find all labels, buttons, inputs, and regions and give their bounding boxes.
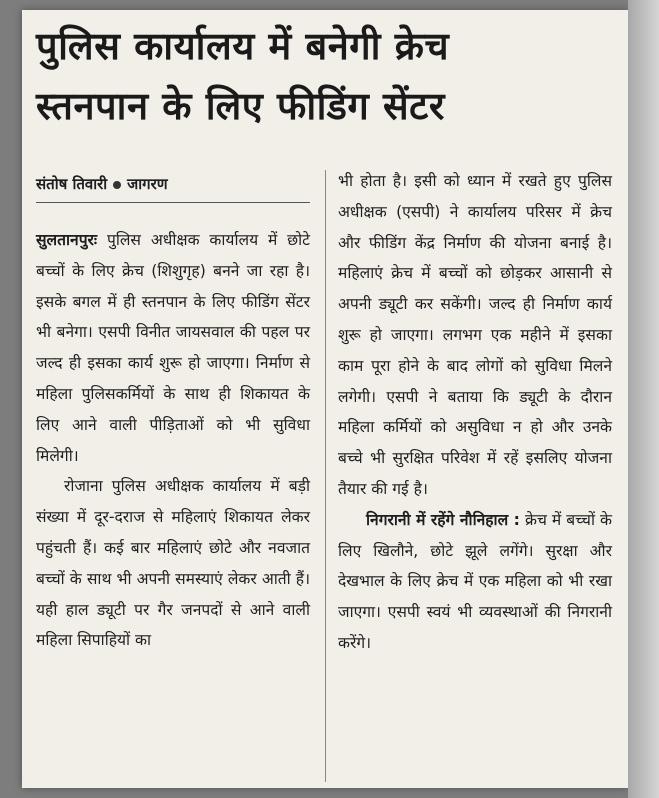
photo-edge-margin — [628, 0, 659, 798]
headline-line-1: पुलिस कार्यालय में बनेगी क्रेच — [36, 24, 450, 68]
paragraph-1-text: पुलिस अधीक्षक कार्यालय में छोटे बच्चों के लिए क्रेच (शिशुगृह) बनने जा रहा है। इसके बगल में ही स्तनपान के लिए फीडिंग सेंटर भी बनेगा। एसपी विनीत जायसवाल की पहल पर जल्द ही इसका कार्य शुरू हो जाएगा। निर्माण से महिला पुलिसकर्मियों के साथ ही शिकायत के लिए आने वाली पीड़िताओं को भी सुविधा मिलेगी। — [36, 231, 310, 465]
headline-line-2: स्तनपान के लिए फीडिंग सेंटर — [36, 84, 445, 128]
paragraph-3-text: क्रेच में बच्चों के लिए खिलौने, छोटे झूले लगेंगे। सुरक्षा और देखभाल के लिए क्रेच में एक महिला को भी रखा जाएगा। एसपी स्वयं भी व्यवस्थाओं की निगरानी करेंगे। — [338, 510, 612, 652]
paragraph-1 — [36, 225, 310, 471]
column-divider — [325, 170, 326, 782]
publication-name: जागरण — [127, 175, 168, 193]
article-column-right — [338, 166, 612, 659]
article-column-left — [36, 166, 310, 656]
byline — [36, 166, 310, 203]
author-name: संतोष तिवारी — [36, 175, 108, 193]
dateline: सुलतानपुरः — [36, 231, 98, 249]
bullet-icon — [113, 181, 121, 189]
paragraph-2: रोजाना पुलिस अधीक्षक कार्यालय में बड़ी संख्या में दूर-दराज से महिलाएं शिकायत लेकर पहुंचती हैं। कई बार महिलाएं छोटे और नवजात बच्चों के साथ भी अपनी समस्याएं लेकर आती हैं। यही हाल ड्यूटी पर गैर जनपदों से आने वाली महिला सिपाहियों का — [36, 477, 310, 650]
newspaper-clipping — [22, 10, 628, 788]
paragraph-3 — [338, 505, 612, 659]
paragraph-2-continued: भी होता है। इसी को ध्यान में रखते हुए पुलिस अधीक्षक (एसपी) ने कार्यालय परिसर में क्रेच और फीडिंग केंद्र निर्माण की योजना बनाई है। महिलाएं क्रेच में बच्चों को छोड़कर आसानी से अपनी ड्यूटी कर सकेंगी। जल्द ही निर्माण कार्य शुरू हो जाएगा। लगभग एक महीने में इसका काम पूरा होने के बाद लोगों को सुविधा मिलने लगेगी। एसपी ने बताया कि ड्यूटी के दौरान महिला कर्मियों को असुविधा न हो और उनके बच्चे भी सुरक्षित परिवेश में रहें इसलिए योजना तैयार की गई है। — [338, 172, 612, 498]
headline — [36, 16, 616, 136]
subheading: निगरानी में रहेंगे नौनिहाल : — [366, 510, 520, 529]
